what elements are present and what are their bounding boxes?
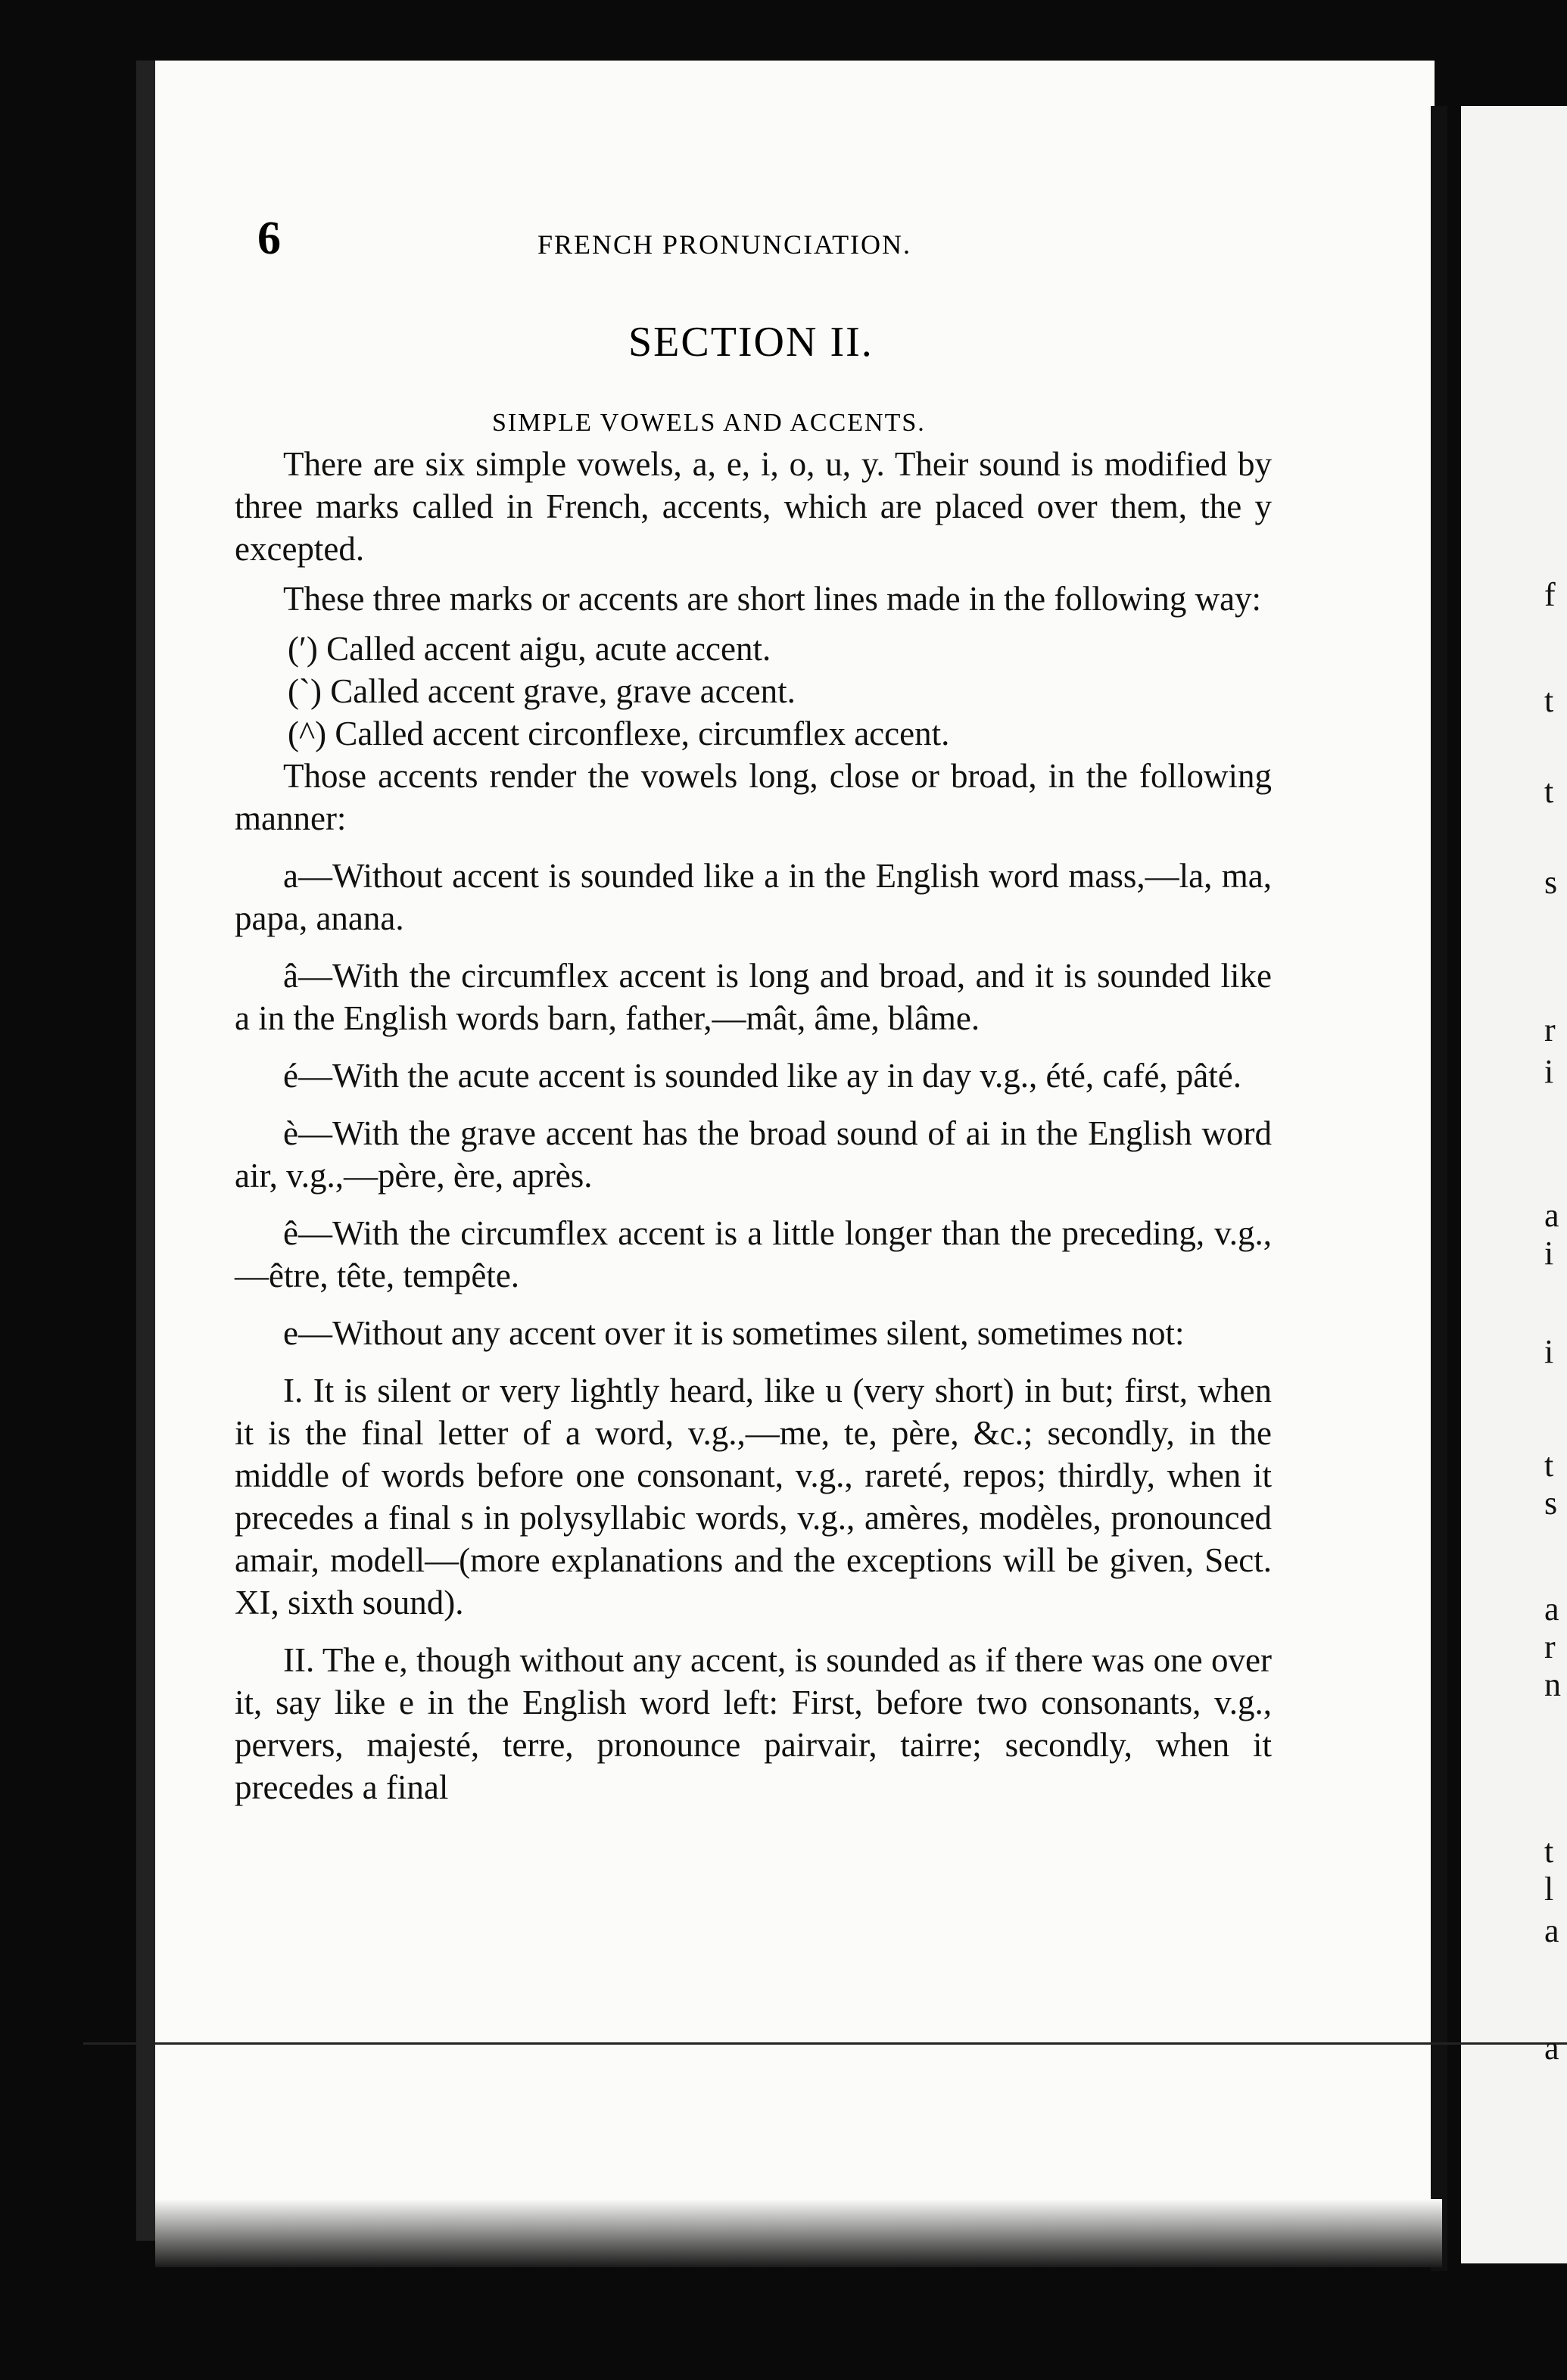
facing-page-letter: a <box>1544 1912 1559 1949</box>
section-title: SECTION II. <box>628 319 874 366</box>
facing-page-letter: t <box>1544 1447 1554 1484</box>
facing-page-letter: a <box>1544 1590 1559 1628</box>
facing-page-letter: a <box>1544 2030 1559 2067</box>
facing-page-letter: t <box>1544 682 1554 719</box>
numbered-rule: II. The e, though without any accent, is sounded as if there was one over it, say like e in the English word left: First, before two consonants, v.g., pervers, majesté, terre, pronounce pairvair, tairre; secondly, when it precedes a final <box>235 1641 1272 1806</box>
facing-page-letter: i <box>1544 1333 1554 1370</box>
facing-page-letter: n <box>1544 1666 1561 1703</box>
page-header <box>257 212 1294 280</box>
facing-page-letter: l <box>1544 1871 1554 1908</box>
facing-page-letter: r <box>1544 1628 1556 1665</box>
vowel-rule: a—Without accent is sounded like a in the English word mass,—la, ma, papa, anana. <box>235 857 1272 937</box>
facing-page-letter: a <box>1544 1197 1559 1234</box>
paragraph: Those accents render the vowels long, close or broad, in the following manner: <box>235 757 1272 837</box>
numbered-rule: I. It is silent or very lightly heard, like u (very short) in but; first, when it is the final letter of a word, v.g.,—me, te, père, &c.; secondly, in the middle of words before one consonant, v.g., rareté, repos; thirdly, when it precedes a final s in polysyllabic words, v.g., amères, modèles, pronounced amair, modell—(more explanations and the exceptions will be given, Sect. XI, sixth sound). <box>235 1372 1272 1621</box>
paragraph: There are six simple vowels, a, e, i, o, u, y. Their sound is modified by three marks called in French, accents, which are placed over them, the y excepted. <box>235 445 1272 568</box>
vowel-rule: e—Without any accent over it is sometimes silent, sometimes not: <box>283 1314 1185 1352</box>
page-number: 6 <box>257 213 281 264</box>
page-bottom-shadow <box>155 2199 1442 2267</box>
vowel-rule: é—With the acute accent is sounded like ay in day v.g., été, café, pâté. <box>283 1057 1241 1095</box>
facing-page-letter: i <box>1544 1235 1554 1272</box>
accent-definition: (`) Called accent grave, grave accent. <box>288 672 796 710</box>
scan-line <box>83 2042 1567 2045</box>
paragraph: These three marks or accents are short lines made in the following way: <box>283 580 1262 618</box>
facing-page-letter: s <box>1544 1484 1558 1522</box>
facing-page-letter: r <box>1544 1011 1556 1048</box>
vowel-rule: è—With the grave accent has the broad sound of ai in the English word air, v.g.,—père, ère, après. <box>235 1114 1272 1195</box>
facing-page-letter: f <box>1544 576 1556 613</box>
accent-definition: (^) Called accent circonflexe, circumflex accent. <box>288 715 950 752</box>
running-head: FRENCH PRONUNCIATION. <box>537 229 912 260</box>
vowel-rule: â—With the circumflex accent is long and broad, and it is sounded like a in the English words barn, father,—mât, âme, blâme. <box>235 957 1272 1037</box>
facing-page-letter: t <box>1544 1833 1554 1870</box>
body-text <box>235 443 1272 1816</box>
accent-definition: (′) Called accent aigu, acute accent. <box>288 630 771 668</box>
book-gutter <box>1431 106 1447 2271</box>
subsection-title: SIMPLE VOWELS AND ACCENTS. <box>492 409 926 437</box>
facing-page-letter: i <box>1544 1053 1554 1090</box>
facing-page-letter: t <box>1544 773 1554 810</box>
facing-page-letter: s <box>1544 864 1558 901</box>
vowel-rule: ê—With the circumflex accent is a little longer than the preceding, v.g.,—être, tête, tempête. <box>235 1214 1272 1294</box>
